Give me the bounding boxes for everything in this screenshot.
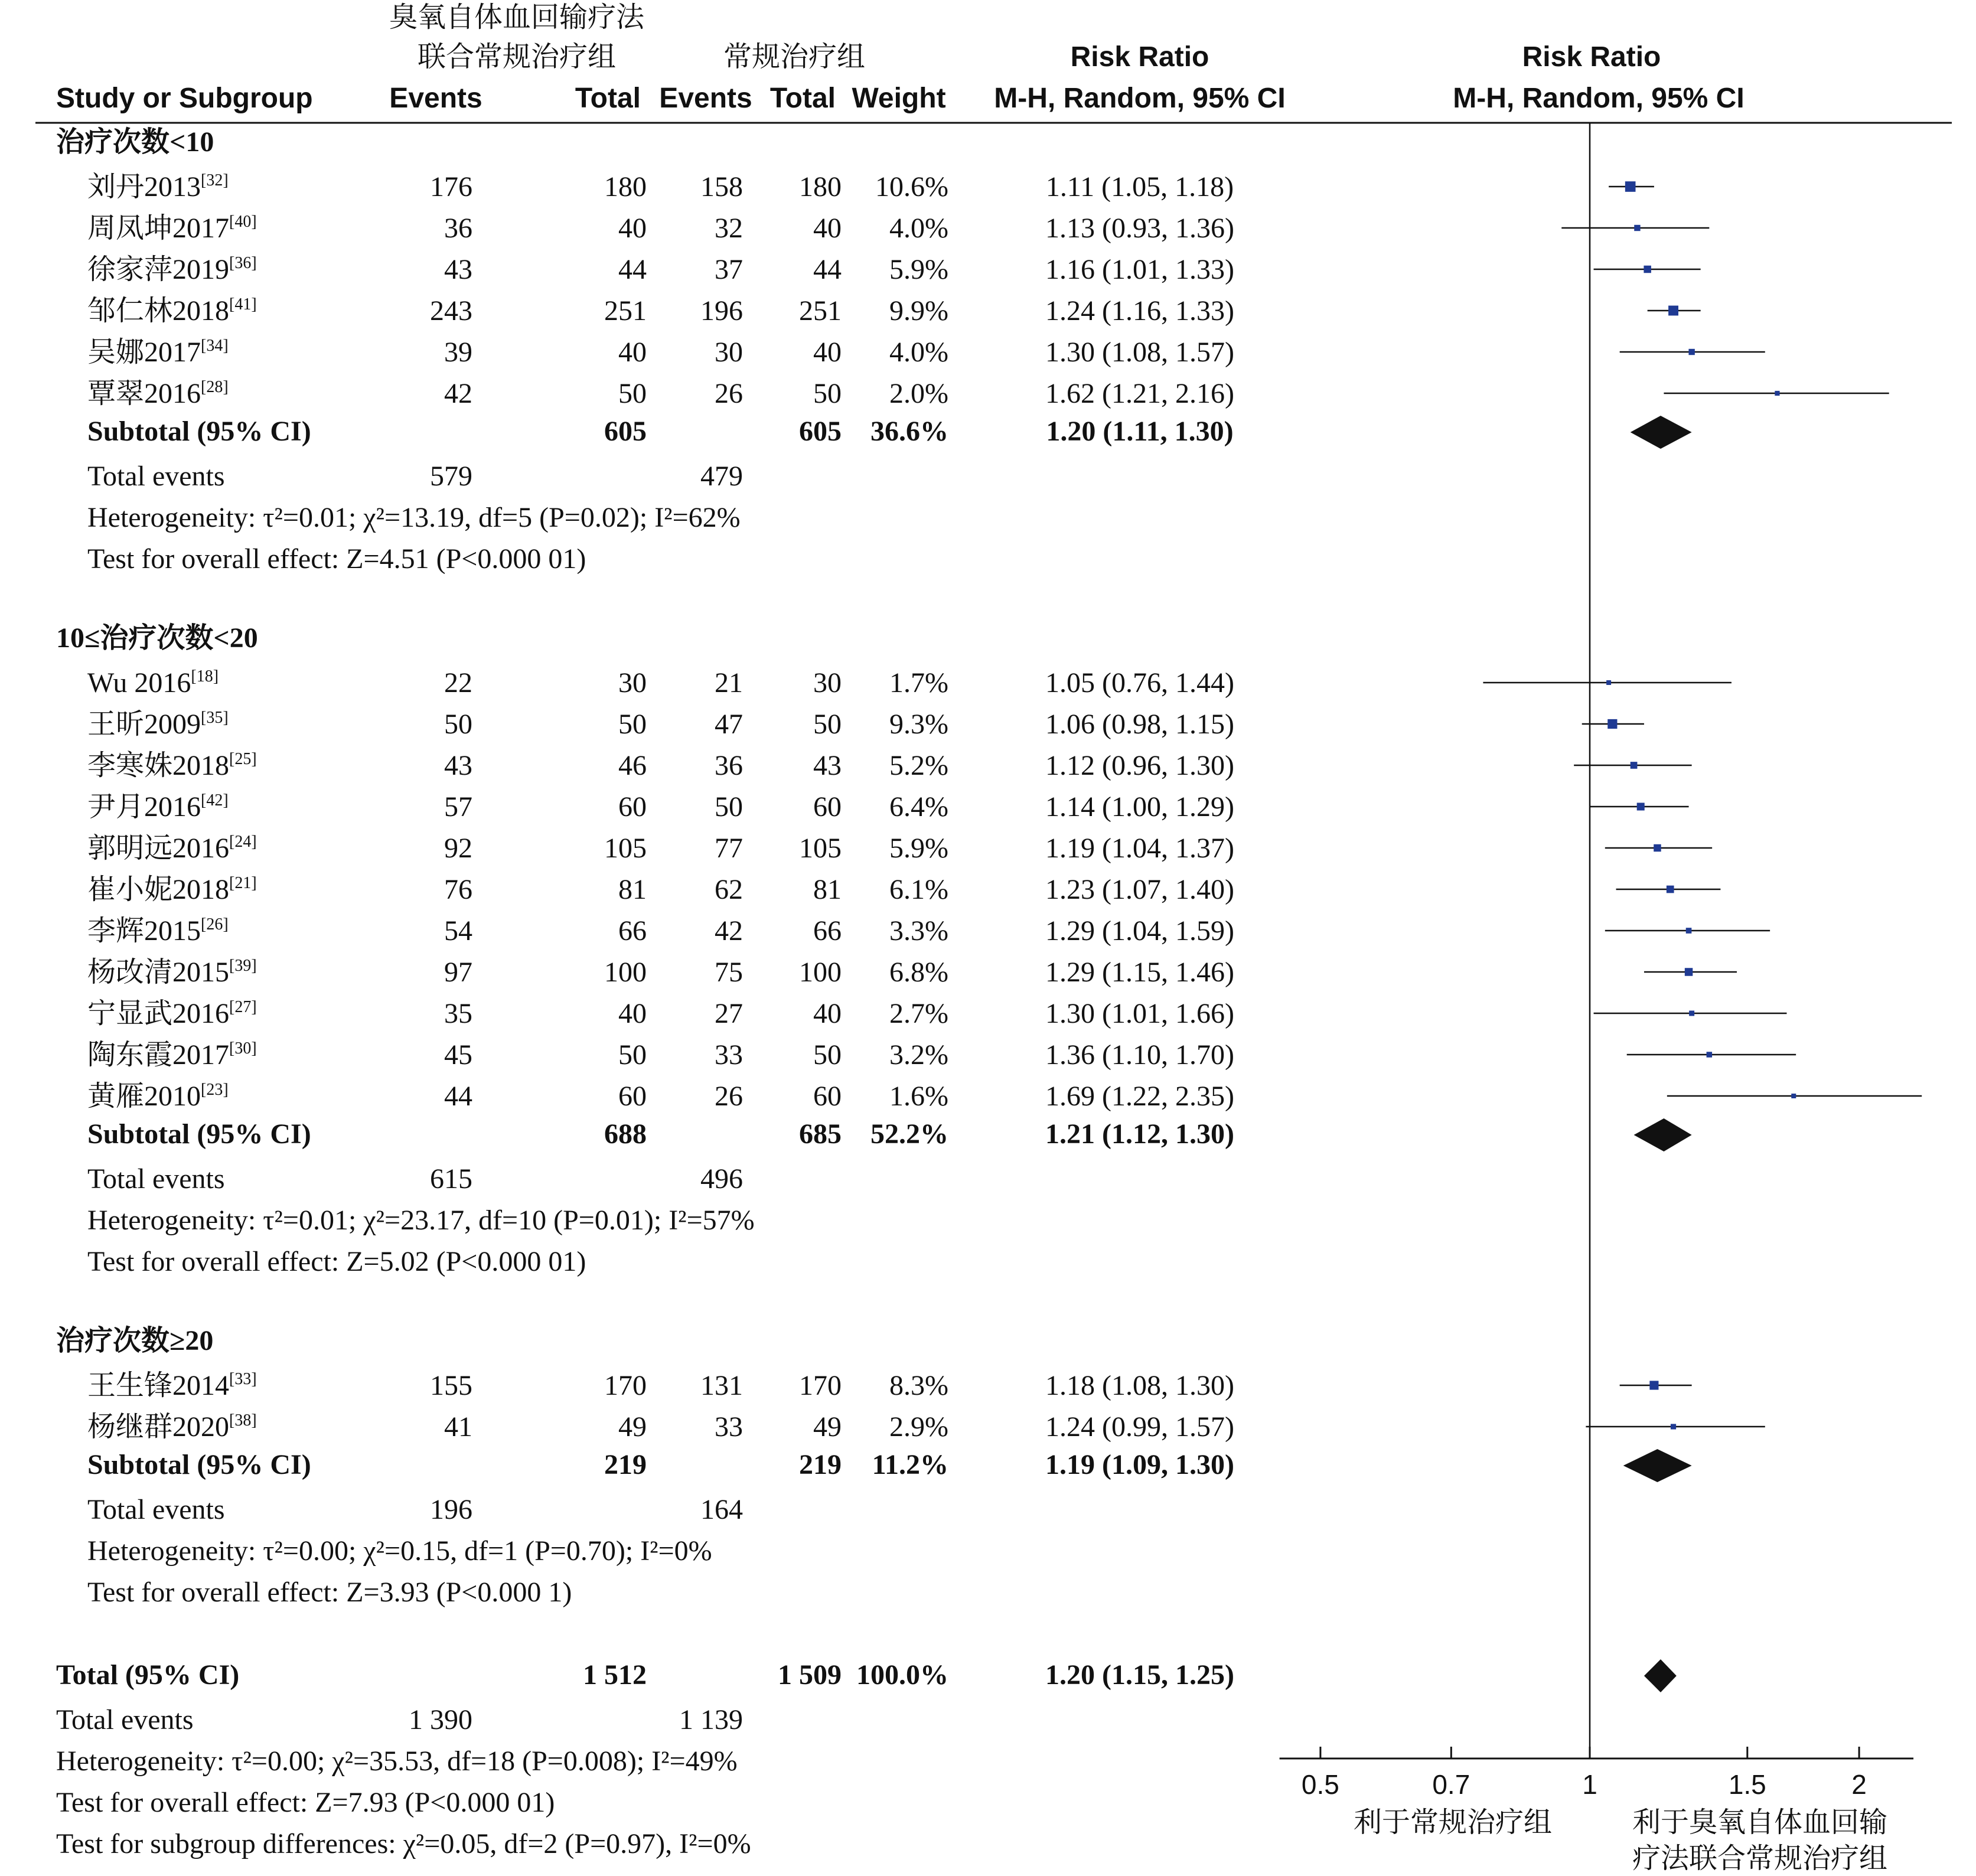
ctrl-events-value: 196 [700,295,743,327]
ctrl-events-value: 158 [700,171,743,203]
total-events-label: Total events [87,461,225,492]
rr-ci-value: 1.62 (1.21, 2.16) [1045,378,1234,409]
ctrl-events-value: 33 [715,1411,743,1443]
exp-events-value: 97 [444,957,472,988]
subtotal-diamond [1623,1449,1692,1482]
exp-events-header: Events [389,83,482,114]
study-name: 王生锋2014[33] [87,1370,257,1401]
study-name: 吴娜2017[34] [87,337,229,368]
subgroup-difference-text: Test for subgroup differences: χ²=0.05, df=2 (P=0.97), I²=0% [56,1828,751,1859]
ctrl-total-value: 40 [813,337,842,368]
study-name: 覃翠2016[28] [87,378,229,409]
total-rr-ci: 1.20 (1.15, 1.25) [1045,1659,1234,1691]
x-tick-label: 1.5 [1728,1769,1766,1800]
plot-marks [1483,123,1922,1758]
effect-square [1631,762,1638,769]
total-events-exp: 579 [430,461,472,492]
x-tick-label: 0.5 [1301,1769,1339,1800]
overall-effect-text: Test for overall effect: Z=7.93 (P<0.000 01) [56,1787,555,1818]
total-events-ctrl: 479 [700,461,743,492]
rr-ci-value: 1.16 (1.01, 1.33) [1045,254,1234,285]
total-label: Total (95% CI) [56,1659,240,1691]
ctrl-events-value: 30 [715,337,743,368]
exp-events-value: 41 [444,1411,472,1443]
study-name: 杨继群2020[38] [87,1411,257,1443]
subtotal-weight: 36.6% [870,416,948,447]
rr-ci-value: 1.29 (1.15, 1.46) [1045,957,1234,988]
study-name: Wu 2016[18] [87,667,219,699]
overall-effect-text: Test for overall effect: Z=3.93 (P<0.000 1) [87,1577,572,1608]
subtotal-ctrl-total: 605 [799,416,842,447]
exp-total-value: 40 [618,337,647,368]
exp-events-value: 155 [430,1370,472,1401]
total-events-exp: 615 [430,1163,472,1195]
ctrl-events-value: 77 [715,833,743,864]
exp-total-value: 40 [618,998,647,1029]
effect-square [1607,719,1617,729]
exp-total-value: 180 [604,171,647,203]
exp-total-value: 50 [618,378,647,409]
exp-events-value: 54 [444,915,472,947]
total-exp-total: 1 512 [583,1659,647,1691]
ctrl-events-value: 21 [715,667,743,699]
ctrl-total-value: 60 [813,1081,842,1112]
table-header [35,2,1952,123]
exp-events-value: 176 [430,171,472,203]
ctrl-events-header: Events [659,83,752,114]
ctrl-total-value: 170 [799,1370,842,1401]
subtotal-diamond [1634,1118,1692,1151]
favors-treatment-label-line1: 利于臭氧自体血回输 [1632,1807,1888,1838]
subtotal-rr-ci: 1.19 (1.09, 1.30) [1045,1449,1234,1480]
effect-square [1791,1094,1796,1098]
ctrl-events-value: 47 [715,709,743,740]
total-events-label: Total events [56,1704,194,1735]
weight-value: 6.8% [889,957,948,988]
exp-total-value: 60 [618,1081,647,1112]
subtotal-exp-total: 219 [604,1449,647,1480]
ctrl-events-value: 75 [715,957,743,988]
ctrl-events-value: 50 [715,791,743,823]
exp-total-value: 49 [618,1411,647,1443]
ctrl-events-value: 27 [715,998,743,1029]
weight-value: 9.3% [889,709,948,740]
ctrl-events-value: 33 [715,1039,743,1071]
ctrl-events-value: 62 [715,874,743,905]
exp-total-value: 170 [604,1370,647,1401]
study-name: 尹月2016[42] [87,791,229,823]
study-name: 刘丹2013[32] [87,171,229,203]
rr-ci-value: 1.23 (1.07, 1.40) [1045,874,1234,905]
favors-treatment-label-line2: 疗法联合常规治疗组 [1632,1843,1888,1874]
overall-effect-text: Test for overall effect: Z=4.51 (P<0.000 01) [87,543,586,575]
ctrl-total-value: 43 [813,750,842,781]
total-events-label: Total events [87,1163,225,1195]
weight-value: 2.9% [889,1411,948,1443]
weight-value: 2.0% [889,378,948,409]
ctrl-total-header: Total [769,83,836,114]
ctrl-total-value: 180 [799,171,842,203]
rr-ci-value: 1.30 (1.01, 1.66) [1045,998,1234,1029]
total-events-ctrl: 496 [700,1163,743,1195]
ctrl-total-value: 40 [813,998,842,1029]
subtotal-ctrl-total: 219 [799,1449,842,1480]
exp-total-value: 60 [618,791,647,823]
study-name: 周凤坤2017[40] [87,213,257,244]
ctrl-total-value: 81 [813,874,842,905]
exp-events-value: 243 [430,295,472,327]
ctrl-total-value: 60 [813,791,842,823]
subtotal-weight: 11.2% [872,1449,948,1480]
weight-value: 2.7% [889,998,948,1029]
rr-ci-value: 1.12 (0.96, 1.30) [1045,750,1234,781]
total-weight: 100.0% [856,1659,948,1691]
study-name: 杨改清2015[39] [87,957,257,988]
exp-total-value: 100 [604,957,647,988]
weight-value: 4.0% [889,337,948,368]
study-name: 李寒姝2018[25] [87,750,257,781]
x-tick-label: 0.7 [1432,1769,1470,1800]
subtotal-exp-total: 605 [604,416,647,447]
subgroup-title: 治疗次数≥20 [56,1325,214,1356]
ctrl-events-value: 131 [700,1370,743,1401]
exp-events-value: 92 [444,833,472,864]
effect-square [1671,1424,1676,1429]
effect-square [1668,306,1678,316]
effect-square [1606,680,1611,685]
weight-value: 4.0% [889,213,948,244]
weight-value: 5.9% [889,833,948,864]
table-body [56,126,1234,1859]
ctrl-total-value: 50 [813,709,842,740]
subtotal-label: Subtotal (95% CI) [87,1118,311,1150]
exp-total-value: 105 [604,833,647,864]
weight-value: 10.6% [875,171,948,203]
subgroup-title: 治疗次数<10 [56,126,214,158]
ctrl-group-header: 常规治疗组 [723,41,866,73]
study-name: 王昕2009[35] [87,709,229,740]
effect-square [1654,844,1661,851]
rr-ci-value: 1.19 (1.04, 1.37) [1045,833,1234,864]
rr-method-header: M-H, Random, 95% CI [994,83,1286,114]
weight-header: Weight [852,83,946,114]
weight-value: 1.7% [889,667,948,699]
exp-total-value: 40 [618,213,647,244]
study-name: 黄雁2010[23] [87,1081,229,1112]
favors-control-label: 利于常规治疗组 [1353,1807,1553,1838]
study-name: 邹仁林2018[41] [87,295,257,327]
heterogeneity-text: Heterogeneity: τ²=0.00; χ²=0.15, df=1 (P=0.70); I²=0% [87,1535,712,1567]
ctrl-total-value: 40 [813,213,842,244]
exp-events-value: 50 [444,709,472,740]
exp-events-value: 76 [444,874,472,905]
rr-ci-value: 1.36 (1.10, 1.70) [1045,1039,1234,1071]
ctrl-total-value: 100 [799,957,842,988]
exp-total-value: 46 [618,750,647,781]
exp-total-header: Total [575,83,641,114]
subtotal-rr-ci: 1.21 (1.12, 1.30) [1045,1118,1234,1150]
rr-ci-value: 1.24 (0.99, 1.57) [1045,1411,1234,1443]
weight-value: 9.9% [889,295,948,327]
plot-method-header: M-H, Random, 95% CI [1453,83,1745,114]
total-events-exp: 1 390 [409,1704,472,1735]
total-events-label: Total events [87,1494,225,1525]
exp-events-value: 43 [444,254,472,285]
exp-total-value: 30 [618,667,647,699]
total-ctrl-total: 1 509 [778,1659,842,1691]
subtotal-weight: 52.2% [870,1118,948,1150]
heterogeneity-text: Heterogeneity: τ²=0.00; χ²=35.53, df=18 (P=0.008); I²=49% [56,1746,738,1777]
total-events-ctrl: 1 139 [679,1704,743,1735]
subtotal-label: Subtotal (95% CI) [87,1449,311,1480]
weight-value: 5.2% [889,750,948,781]
ctrl-events-value: 26 [715,378,743,409]
ctrl-total-value: 49 [813,1411,842,1443]
ctrl-total-value: 50 [813,1039,842,1071]
subtotal-diamond [1631,416,1692,449]
subtotal-rr-ci: 1.20 (1.11, 1.30) [1046,416,1234,447]
subtotal-exp-total: 688 [604,1118,647,1150]
exp-total-value: 44 [618,254,647,285]
overall-effect-text: Test for overall effect: Z=5.02 (P<0.000 01) [87,1246,586,1277]
effect-square [1686,928,1692,934]
rr-ci-value: 1.13 (0.93, 1.36) [1045,213,1234,244]
heterogeneity-text: Heterogeneity: τ²=0.01; χ²=23.17, df=10 (P=0.01); I²=57% [87,1205,755,1236]
ctrl-events-value: 32 [715,213,743,244]
subtotal-ctrl-total: 685 [799,1118,842,1150]
rr-ci-value: 1.30 (1.08, 1.57) [1045,337,1234,368]
weight-value: 1.6% [889,1081,948,1112]
exp-events-value: 44 [444,1081,472,1112]
plot-header-title: Risk Ratio [1522,41,1661,73]
total-events-ctrl: 164 [700,1494,743,1525]
effect-square [1644,266,1651,273]
exp-events-value: 43 [444,750,472,781]
weight-value: 3.2% [889,1039,948,1071]
rr-ci-value: 1.05 (0.76, 1.44) [1045,667,1234,699]
exp-total-value: 66 [618,915,647,947]
ctrl-events-value: 42 [715,915,743,947]
weight-value: 8.3% [889,1370,948,1401]
effect-square [1707,1052,1713,1058]
rr-ci-value: 1.69 (1.22, 2.35) [1045,1081,1234,1112]
effect-square [1775,391,1779,396]
rr-ci-value: 1.11 (1.05, 1.18) [1045,171,1234,203]
ctrl-total-value: 105 [799,833,842,864]
exp-events-value: 57 [444,791,472,823]
effect-square [1634,225,1640,231]
exp-total-value: 81 [618,874,647,905]
exp-events-value: 42 [444,378,472,409]
ctrl-events-value: 36 [715,750,743,781]
ctrl-events-value: 26 [715,1081,743,1112]
effect-square [1685,968,1693,975]
effect-square [1637,802,1645,810]
ctrl-total-value: 44 [813,254,842,285]
ctrl-total-value: 50 [813,378,842,409]
exp-events-value: 22 [444,667,472,699]
rr-ci-value: 1.14 (1.00, 1.29) [1045,791,1234,823]
ctrl-events-value: 37 [715,254,743,285]
total-diamond [1644,1659,1677,1692]
x-axis [1280,1747,1913,1874]
total-events-exp: 196 [430,1494,472,1525]
rr-header-title: Risk Ratio [1070,41,1209,73]
exp-events-value: 39 [444,337,472,368]
effect-square [1689,1011,1694,1016]
exp-total-value: 50 [618,1039,647,1071]
rr-ci-value: 1.06 (0.98, 1.15) [1045,709,1234,740]
study-name: 郭明远2016[24] [87,833,257,864]
ctrl-total-value: 66 [813,915,842,947]
subtotal-label: Subtotal (95% CI) [87,416,311,447]
rr-ci-value: 1.18 (1.08, 1.30) [1045,1370,1234,1401]
exp-total-value: 251 [604,295,647,327]
study-name: 徐家萍2019[36] [87,254,257,285]
weight-value: 3.3% [889,915,948,947]
heterogeneity-text: Heterogeneity: τ²=0.01; χ²=13.19, df=5 (P=0.02); I²=62% [87,502,741,533]
subgroup-title: 10≤治疗次数<20 [56,622,258,654]
x-tick-label: 1 [1582,1769,1597,1800]
rr-ci-value: 1.29 (1.04, 1.59) [1045,915,1234,947]
effect-square [1667,886,1674,893]
exp-events-value: 45 [444,1039,472,1071]
exp-events-value: 36 [444,213,472,244]
effect-square [1625,181,1636,192]
effect-square [1649,1381,1658,1389]
study-name: 崔小妮2018[21] [87,874,257,905]
x-tick-label: 2 [1851,1769,1867,1800]
effect-square [1688,349,1694,355]
weight-value: 6.4% [889,791,948,823]
ctrl-total-value: 251 [799,295,842,327]
weight-value: 6.1% [889,874,948,905]
study-column-header: Study or Subgroup [56,83,313,114]
exp-total-value: 50 [618,709,647,740]
ctrl-total-value: 30 [813,667,842,699]
exp-events-value: 35 [444,998,472,1029]
exp-group-header-line1: 臭氧自体血回输疗法 [389,2,645,33]
study-name: 宁显武2016[27] [87,998,257,1029]
study-name: 李辉2015[26] [87,915,229,947]
weight-value: 5.9% [889,254,948,285]
exp-group-header-line2: 联合常规治疗组 [417,41,617,73]
study-name: 陶东霞2017[30] [87,1039,257,1071]
rr-ci-value: 1.24 (1.16, 1.33) [1045,295,1234,327]
